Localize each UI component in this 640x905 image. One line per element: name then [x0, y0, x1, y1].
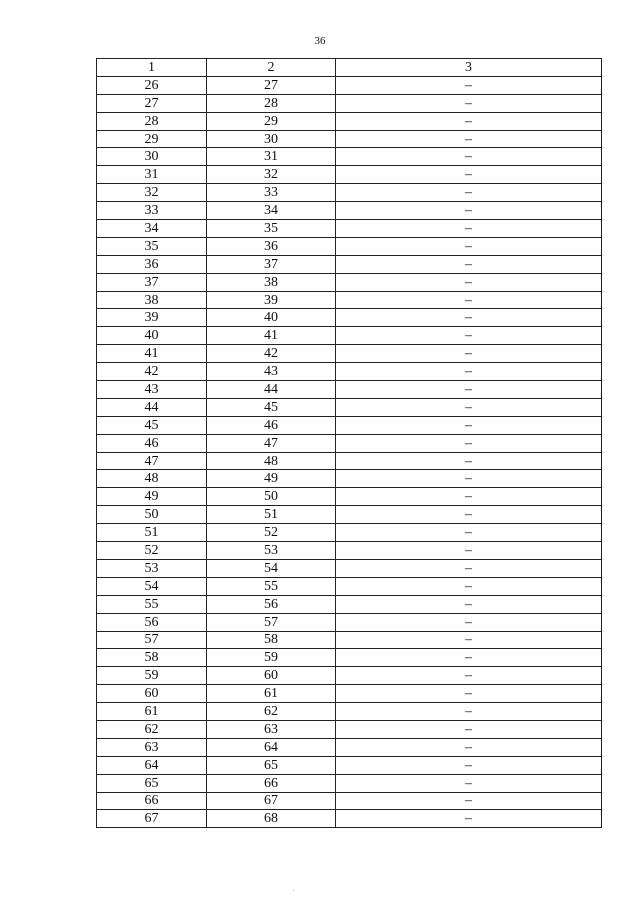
table-cell-col-3: –: [336, 327, 602, 345]
table-row: [97, 542, 602, 560]
table-row: [97, 774, 602, 792]
table-row: [97, 94, 602, 112]
table-cell-col-2: 31: [207, 148, 336, 166]
table-cell-col-3: –: [336, 738, 602, 756]
table-cell-col-2: 49: [207, 470, 336, 488]
table-row: [97, 148, 602, 166]
table-cell-col-1: 30: [97, 148, 207, 166]
table-cell-col-1: 34: [97, 220, 207, 238]
table-row: [97, 345, 602, 363]
table-cell-col-1: 58: [97, 649, 207, 667]
table-cell-col-3: –: [336, 810, 602, 828]
footer-mark: .: [293, 887, 295, 893]
table-cell-col-1: 39: [97, 309, 207, 327]
table-cell-col-3: –: [336, 148, 602, 166]
table-cell-col-2: 65: [207, 756, 336, 774]
table-cell-col-1: 67: [97, 810, 207, 828]
table-cell-col-2: 33: [207, 184, 336, 202]
table-cell-col-3: –: [336, 220, 602, 238]
table-cell-col-1: 35: [97, 237, 207, 255]
table-row: [97, 452, 602, 470]
table-cell-col-2: 54: [207, 559, 336, 577]
table-cell-col-3: –: [336, 631, 602, 649]
table-cell-col-2: 66: [207, 774, 336, 792]
table-cell-col-3: –: [336, 792, 602, 810]
table-row: [97, 720, 602, 738]
table-cell-col-3: –: [336, 720, 602, 738]
table-cell-col-3: –: [336, 255, 602, 273]
table-cell-col-3: –: [336, 488, 602, 506]
table-cell-col-1: 48: [97, 470, 207, 488]
table-cell-col-1: 59: [97, 667, 207, 685]
table-cell-col-2: 53: [207, 542, 336, 560]
table-cell-col-3: –: [336, 667, 602, 685]
table-cell-col-2: 62: [207, 703, 336, 721]
table-row: [97, 363, 602, 381]
table-cell-col-3: –: [336, 76, 602, 94]
table-row: [97, 291, 602, 309]
table-cell-col-3: –: [336, 434, 602, 452]
table-cell-col-1: 37: [97, 273, 207, 291]
table-row: [97, 184, 602, 202]
table-cell-col-3: –: [336, 184, 602, 202]
table-cell-col-2: 36: [207, 237, 336, 255]
table-row: [97, 398, 602, 416]
table-cell-col-1: 26: [97, 76, 207, 94]
page-number: 36: [314, 35, 326, 47]
table-cell-col-2: 46: [207, 416, 336, 434]
table-cell-col-1: 42: [97, 363, 207, 381]
table-cell-col-2: 43: [207, 363, 336, 381]
table-cell-col-2: 39: [207, 291, 336, 309]
table-cell-col-1: 50: [97, 506, 207, 524]
table-row: [97, 416, 602, 434]
table-cell-col-3: –: [336, 774, 602, 792]
table-cell-col-1: 29: [97, 130, 207, 148]
table-cell-col-1: 66: [97, 792, 207, 810]
table-cell-col-1: 62: [97, 720, 207, 738]
table-cell-col-2: 48: [207, 452, 336, 470]
table-cell-col-1: 44: [97, 398, 207, 416]
table-cell-col-3: –: [336, 273, 602, 291]
table-cell-col-1: 57: [97, 631, 207, 649]
table-cell-col-3: –: [336, 577, 602, 595]
table-cell-col-2: 63: [207, 720, 336, 738]
table-row: [97, 76, 602, 94]
table-cell-col-2: 32: [207, 166, 336, 184]
table-row: [97, 792, 602, 810]
table-cell-col-1: 28: [97, 112, 207, 130]
table-cell-col-2: 67: [207, 792, 336, 810]
table-row: [97, 470, 602, 488]
table-cell-col-3: –: [336, 649, 602, 667]
table-cell-col-2: 34: [207, 202, 336, 220]
table-row: [97, 327, 602, 345]
table-cell-col-3: –: [336, 291, 602, 309]
table-cell-col-2: 50: [207, 488, 336, 506]
column-header-3: 3: [336, 59, 602, 77]
table-cell-col-3: –: [336, 166, 602, 184]
table-row: [97, 202, 602, 220]
table-row: [97, 434, 602, 452]
table-cell-col-1: 55: [97, 595, 207, 613]
table-row: [97, 667, 602, 685]
table-row: [97, 559, 602, 577]
table-cell-col-1: 27: [97, 94, 207, 112]
table-cell-col-3: –: [336, 470, 602, 488]
table-header: [97, 59, 602, 77]
table-row: [97, 130, 602, 148]
table-cell-col-3: –: [336, 398, 602, 416]
table-cell-col-2: 44: [207, 381, 336, 399]
table-cell-col-1: 65: [97, 774, 207, 792]
table-row: [97, 255, 602, 273]
table-cell-col-2: 59: [207, 649, 336, 667]
table-row: [97, 112, 602, 130]
table-cell-col-1: 45: [97, 416, 207, 434]
table-cell-col-2: 45: [207, 398, 336, 416]
table-cell-col-2: 30: [207, 130, 336, 148]
table-row: [97, 381, 602, 399]
table-row: [97, 577, 602, 595]
data-table: [96, 58, 602, 828]
table-cell-col-3: –: [336, 309, 602, 327]
table-cell-col-1: 51: [97, 524, 207, 542]
table-row: [97, 488, 602, 506]
table-cell-col-1: 33: [97, 202, 207, 220]
table-cell-col-1: 36: [97, 255, 207, 273]
table-cell-col-3: –: [336, 345, 602, 363]
table-cell-col-3: –: [336, 613, 602, 631]
table-cell-col-3: –: [336, 202, 602, 220]
table-cell-col-1: 38: [97, 291, 207, 309]
table-cell-col-2: 42: [207, 345, 336, 363]
table-row: [97, 685, 602, 703]
table-cell-col-2: 29: [207, 112, 336, 130]
table-cell-col-2: 41: [207, 327, 336, 345]
table-row: [97, 756, 602, 774]
table-cell-col-2: 55: [207, 577, 336, 595]
table-cell-col-2: 37: [207, 255, 336, 273]
table-row: [97, 524, 602, 542]
table-cell-col-3: –: [336, 595, 602, 613]
table-cell-col-3: –: [336, 559, 602, 577]
header-row: [97, 59, 602, 77]
table-cell-col-1: 32: [97, 184, 207, 202]
table-cell-col-2: 38: [207, 273, 336, 291]
table-cell-col-2: 28: [207, 94, 336, 112]
table-cell-col-1: 41: [97, 345, 207, 363]
table-cell-col-2: 47: [207, 434, 336, 452]
table-cell-col-2: 61: [207, 685, 336, 703]
table-cell-col-1: 40: [97, 327, 207, 345]
table-cell-col-3: –: [336, 703, 602, 721]
table-cell-col-2: 51: [207, 506, 336, 524]
table-cell-col-3: –: [336, 130, 602, 148]
table-cell-col-2: 58: [207, 631, 336, 649]
table-row: [97, 738, 602, 756]
table-cell-col-2: 27: [207, 76, 336, 94]
table-cell-col-1: 64: [97, 756, 207, 774]
table-cell-col-1: 46: [97, 434, 207, 452]
table-cell-col-1: 60: [97, 685, 207, 703]
table-cell-col-3: –: [336, 756, 602, 774]
table-row: [97, 166, 602, 184]
table-cell-col-2: 56: [207, 595, 336, 613]
table-row: [97, 273, 602, 291]
table-cell-col-1: 53: [97, 559, 207, 577]
table-cell-col-3: –: [336, 524, 602, 542]
table-row: [97, 237, 602, 255]
table-cell-col-3: –: [336, 416, 602, 434]
table-cell-col-3: –: [336, 363, 602, 381]
table-cell-col-1: 43: [97, 381, 207, 399]
table-cell-col-1: 61: [97, 703, 207, 721]
column-header-1: 1: [97, 59, 207, 77]
table-cell-col-2: 52: [207, 524, 336, 542]
table-row: [97, 506, 602, 524]
column-header-2: 2: [207, 59, 336, 77]
table-cell-col-1: 54: [97, 577, 207, 595]
table-cell-col-3: –: [336, 94, 602, 112]
table-cell-col-2: 40: [207, 309, 336, 327]
table-row: [97, 595, 602, 613]
table-cell-col-3: –: [336, 112, 602, 130]
table-cell-col-1: 31: [97, 166, 207, 184]
table-row: [97, 703, 602, 721]
table-cell-col-2: 35: [207, 220, 336, 238]
table-body: [97, 76, 602, 827]
table-cell-col-3: –: [336, 237, 602, 255]
table-cell-col-3: –: [336, 542, 602, 560]
table-row: [97, 309, 602, 327]
table-row: [97, 649, 602, 667]
table-cell-col-2: 68: [207, 810, 336, 828]
table-cell-col-1: 63: [97, 738, 207, 756]
table-cell-col-2: 64: [207, 738, 336, 756]
table-cell-col-1: 47: [97, 452, 207, 470]
table-cell-col-3: –: [336, 381, 602, 399]
table-cell-col-3: –: [336, 506, 602, 524]
table-cell-col-2: 57: [207, 613, 336, 631]
table-row: [97, 613, 602, 631]
table-cell-col-1: 52: [97, 542, 207, 560]
table-row: [97, 631, 602, 649]
table-cell-col-1: 49: [97, 488, 207, 506]
table-row: [97, 810, 602, 828]
table-row: [97, 220, 602, 238]
table-cell-col-3: –: [336, 452, 602, 470]
table-cell-col-3: –: [336, 685, 602, 703]
table-cell-col-1: 56: [97, 613, 207, 631]
table-cell-col-2: 60: [207, 667, 336, 685]
